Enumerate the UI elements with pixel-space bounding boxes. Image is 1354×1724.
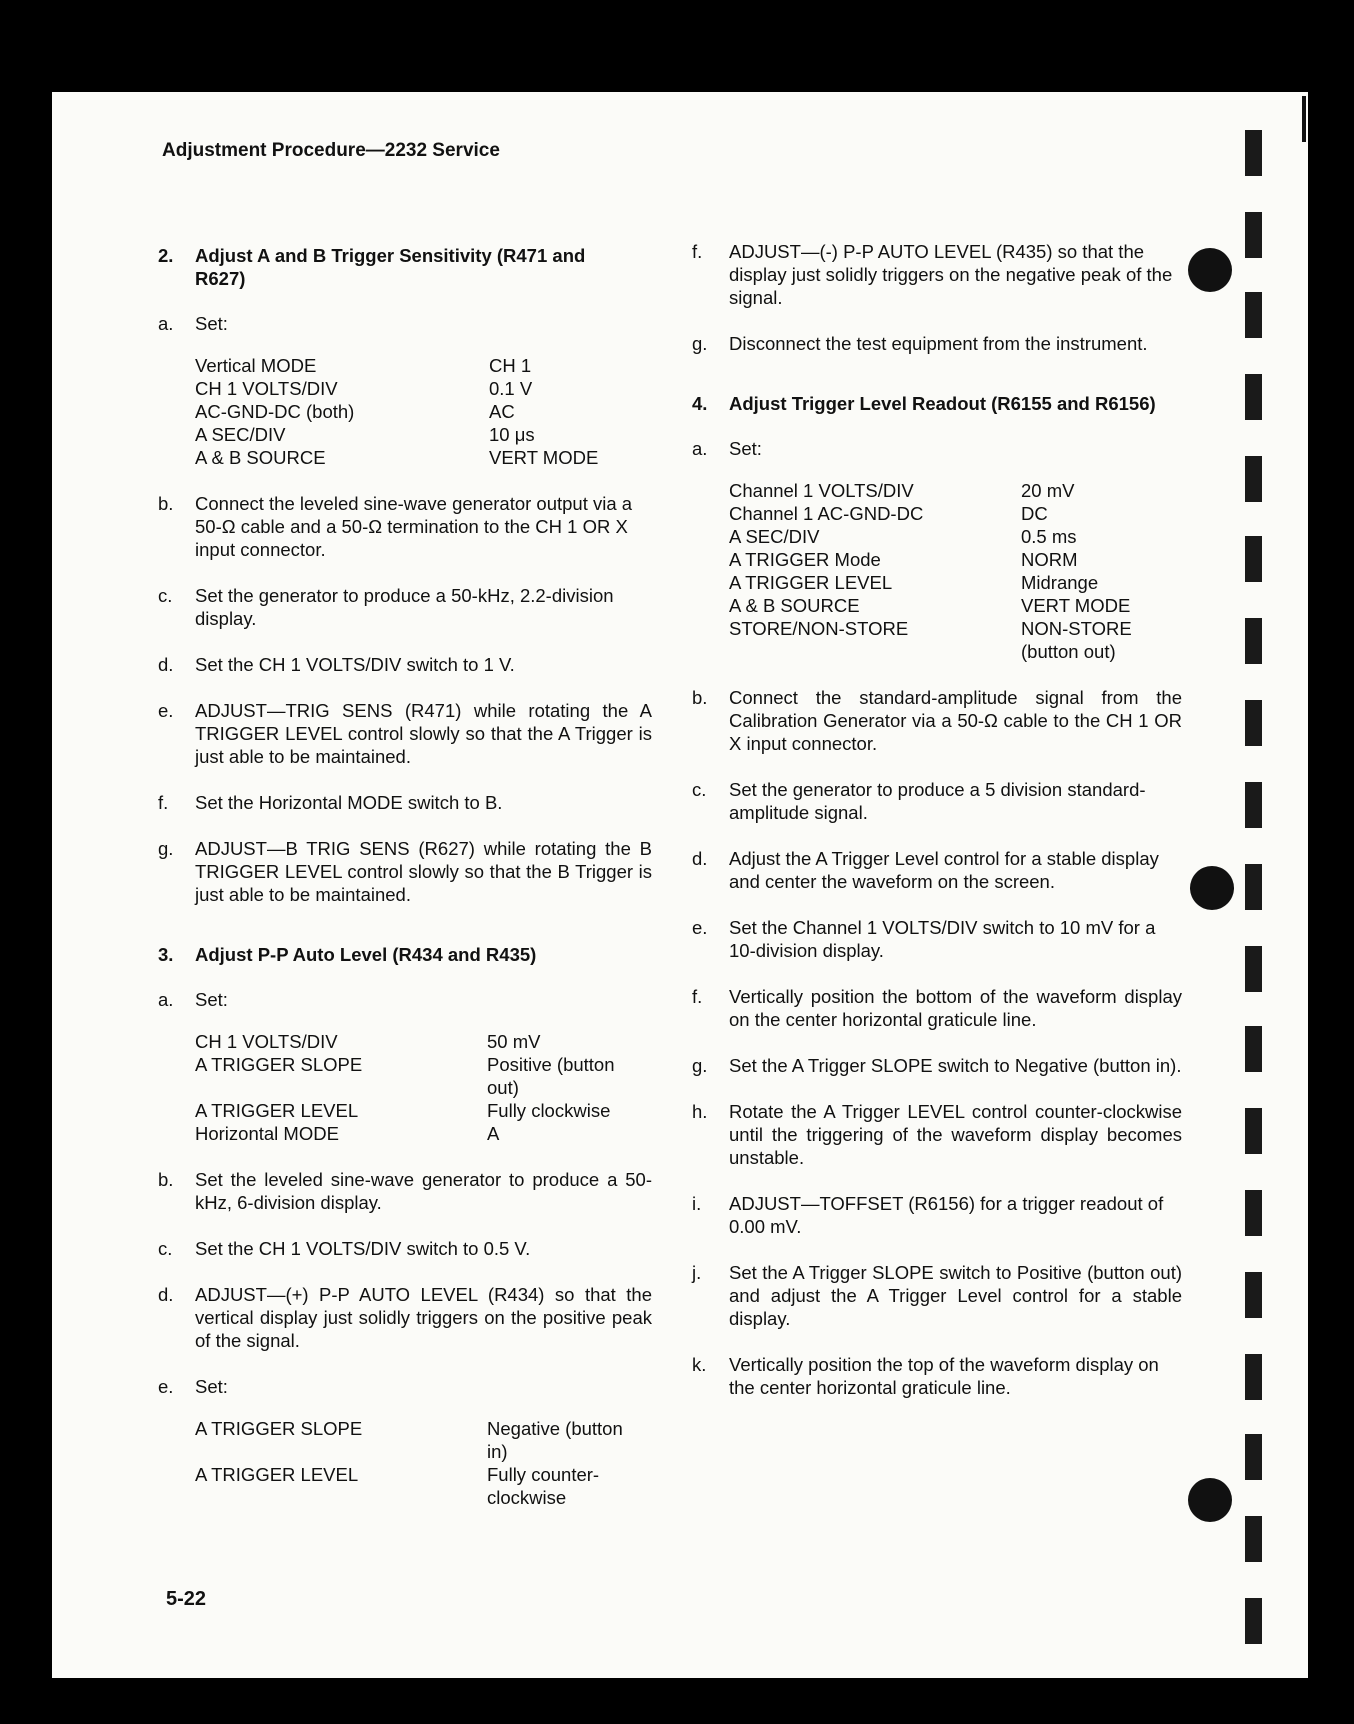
step-2e: e. ADJUST—TRIG SENS (R471) while rotating the A TRIGGER LEVEL control slowly so that the A Trigger is just able to be maintained. xyxy=(158,700,652,767)
thumb-index-tab xyxy=(1245,536,1262,582)
page-number: 5-22 xyxy=(166,1588,207,1610)
step-2a: a. Set: xyxy=(158,313,228,334)
thumb-index-tab xyxy=(1245,292,1262,338)
page-header: Adjustment Procedure—2232 Service xyxy=(162,140,500,161)
right-column xyxy=(692,240,1182,1422)
left-column xyxy=(158,244,652,1532)
step-4j: j. Set the A Trigger SLOPE switch to Positive (button out) and adjust the A Trigger Level control for a stable display. xyxy=(692,1262,1182,1329)
settings-row: A TRIGGER LEVEL Midrange xyxy=(729,572,1099,593)
thumb-index-tab xyxy=(1245,700,1262,746)
step-4g: g. Set the A Trigger SLOPE switch to Negative (button in). xyxy=(692,1055,1182,1076)
section-4-title: 4. Adjust Trigger Level Readout (R6155 and R6156) xyxy=(692,393,1156,414)
step-3d: d. ADJUST—(+) P-P AUTO LEVEL (R434) so that the vertical display just solidly triggers on the positive peak of the signal. xyxy=(158,1284,652,1351)
step-4d: d. Adjust the A Trigger Level control for a stable display and center the waveform on the screen. xyxy=(692,848,1159,892)
thumb-index-tab xyxy=(1245,946,1262,992)
settings-table-3a xyxy=(195,1030,652,1145)
thumb-index-tab xyxy=(1245,1272,1262,1318)
settings-table-2a xyxy=(195,354,652,469)
settings-row: AC-GND-DC (both) AC xyxy=(195,401,515,422)
thumb-index-tab xyxy=(1245,618,1262,664)
thumb-index-tab xyxy=(1245,1026,1262,1072)
section-2-title: 2. Adjust A and B Trigger Sensitivity (R471 and R627) xyxy=(158,245,586,289)
settings-row: A SEC/DIV 10 μs xyxy=(195,424,535,445)
thumb-index-tab xyxy=(1245,374,1262,420)
settings-table-4a xyxy=(729,479,1182,663)
thumb-index-tab xyxy=(1245,1434,1262,1480)
settings-row: Horizontal MODE A xyxy=(195,1123,500,1144)
settings-row: Vertical MODE CH 1 xyxy=(195,355,532,376)
thumb-index-tab xyxy=(1245,1108,1262,1154)
step-4e: e. Set the Channel 1 VOLTS/DIV switch to 10 mV for a 10-division display. xyxy=(692,917,1156,961)
settings-row: STORE/NON-STORE NON-STORE (button out) xyxy=(729,618,1132,662)
thumb-index-tab xyxy=(1245,782,1262,828)
step-3c: c. Set the CH 1 VOLTS/DIV switch to 0.5 V. xyxy=(158,1238,531,1259)
step-4c: c. Set the generator to produce a 5 division standard-amplitude signal. xyxy=(692,779,1146,823)
settings-row: A & B SOURCE VERT MODE xyxy=(195,447,599,468)
step-4f: f. Vertically position the bottom of the waveform display on the center horizontal graticule line. xyxy=(692,986,1182,1030)
step-4h: h. Rotate the A Trigger LEVEL control counter-clockwise until the triggering of the waveform display becomes unstable. xyxy=(692,1101,1182,1168)
thumb-index-tab xyxy=(1245,1516,1262,1562)
step-3f: f. ADJUST—(-) P-P AUTO LEVEL (R435) so that the display just solidly triggers on the negative peak of the signal. xyxy=(692,241,1173,308)
revision-dot xyxy=(1188,1478,1232,1522)
step-3e: e. Set: xyxy=(158,1376,228,1397)
settings-table-3e xyxy=(195,1417,652,1509)
step-3g: g. Disconnect the test equipment from the instrument. xyxy=(692,333,1148,354)
settings-row: CH 1 VOLTS/DIV 50 mV xyxy=(195,1031,541,1052)
thumb-index-tab xyxy=(1245,456,1262,502)
page-edge-mark xyxy=(1302,96,1306,142)
step-4b: b. Connect the standard-amplitude signal from the Calibration Generator via a 50-Ω cable to the CH 1 OR X input connector. xyxy=(692,687,1182,754)
section-3-title: 3. Adjust P-P Auto Level (R434 and R435) xyxy=(158,944,537,965)
settings-row: A TRIGGER SLOPE Positive (button out) xyxy=(195,1054,615,1098)
thumb-index-tab xyxy=(1245,864,1262,910)
thumb-index-tab xyxy=(1245,212,1262,258)
revision-dot xyxy=(1188,248,1232,292)
step-2f: f. Set the Horizontal MODE switch to B. xyxy=(158,792,503,813)
settings-row: A & B SOURCE VERT MODE xyxy=(729,595,1131,616)
step-4a: a. Set: xyxy=(692,438,762,459)
settings-row: A TRIGGER Mode NORM xyxy=(729,549,1078,570)
settings-row: A TRIGGER LEVEL Fully clockwise xyxy=(195,1100,611,1121)
settings-row: CH 1 VOLTS/DIV 0.1 V xyxy=(195,378,533,399)
step-4k: k. Vertically position the top of the waveform display on the center horizontal graticule line. xyxy=(692,1354,1159,1398)
step-3a: a. Set: xyxy=(158,989,228,1010)
thumb-index-tab xyxy=(1245,1354,1262,1400)
thumb-index-tab xyxy=(1245,1598,1262,1644)
settings-row: Channel 1 AC-GND-DC DC xyxy=(729,503,1048,524)
spacer xyxy=(692,378,1182,392)
step-2c: c. Set the generator to produce a 50-kHz, 2.2-division display. xyxy=(158,585,614,629)
settings-row: A SEC/DIV 0.5 ms xyxy=(729,526,1077,547)
step-4i: i. ADJUST—TOFFSET (R6156) for a trigger readout of 0.00 mV. xyxy=(692,1193,1164,1237)
step-2d: d. Set the CH 1 VOLTS/DIV switch to 1 V. xyxy=(158,654,515,675)
step-2g: g. ADJUST—B TRIG SENS (R627) while rotating the B TRIGGER LEVEL control slowly so that the B Trigger is just able to be maintained. xyxy=(158,838,652,905)
settings-row: A TRIGGER LEVEL Fully counter-clockwise xyxy=(195,1464,600,1508)
spacer xyxy=(158,929,652,943)
thumb-index-tab xyxy=(1245,130,1262,176)
step-3b: b. Set the leveled sine-wave generator to produce a 50-kHz, 6-division display. xyxy=(158,1169,652,1213)
settings-row: Channel 1 VOLTS/DIV 20 mV xyxy=(729,480,1075,501)
thumb-index-tab xyxy=(1245,1190,1262,1236)
step-2b: b. Connect the leveled sine-wave generator output via a 50-Ω cable and a 50-Ω termination to the CH 1 OR X input connector. xyxy=(158,493,633,560)
revision-dot xyxy=(1190,866,1234,910)
settings-row: A TRIGGER SLOPE Negative (button in) xyxy=(195,1418,623,1462)
